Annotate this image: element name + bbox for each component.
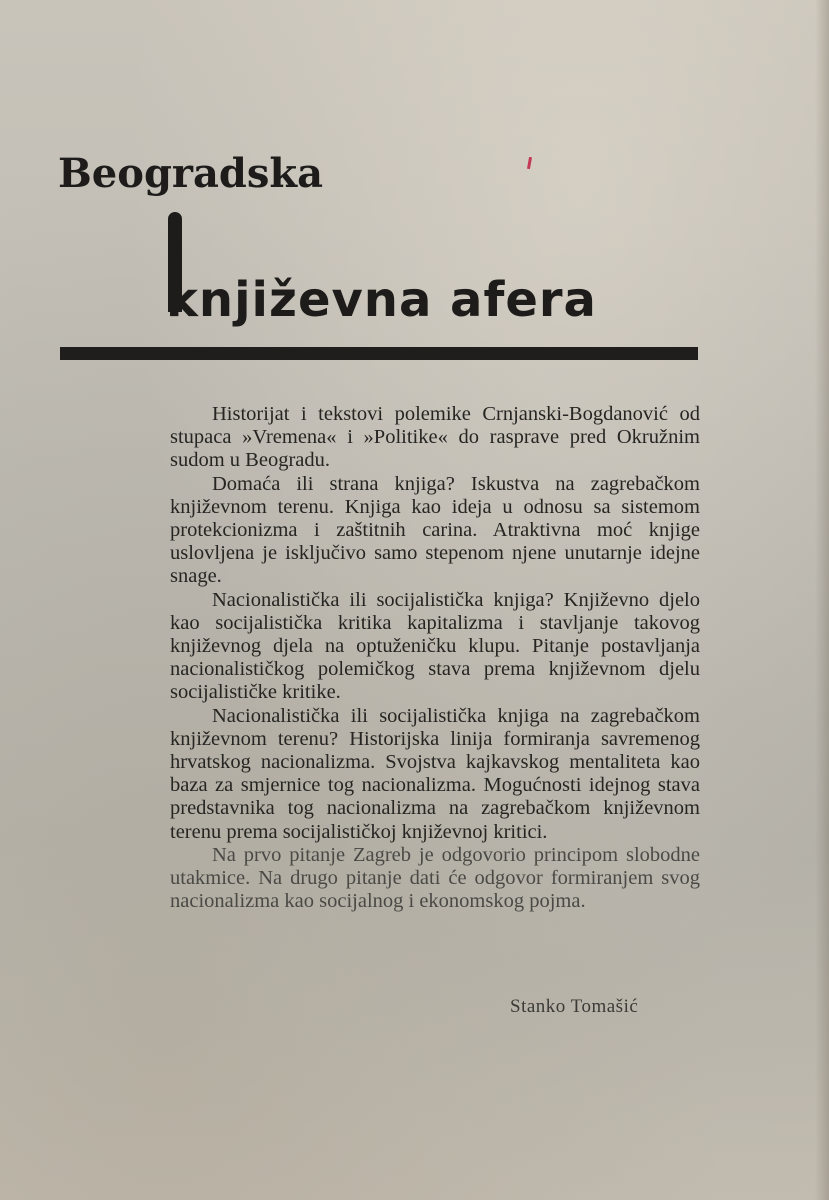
ink-mark [527, 157, 532, 169]
paragraph-2: Domaća ili strana knjiga? Iskustva na zagrebačkom književnom terenu. Knjiga kao ideja u odnosu sa sistemom protekcionizma i zaštitnih carina. Atraktivna moć knjige uslovljena je isključivo samo stepenom njene unutarnje idejne snage. [170, 472, 700, 588]
paragraph-3: Nacionalistička ili socijalistička knjiga? Književno djelo kao socijalistička kritika kapitalizma i stavljanje takovog književnog djela na optuženičku klupu. Pitanje postavljanja nacionalističkog polemičkog stava prema književnom djelu socijalističke kritike. [170, 588, 700, 704]
paragraph-5: Na prvo pitanje Zagreb je odgovorio principom slobodne utakmice. Na drugo pitanje dati će odgovor formiranjem svog nacionalizma kao socijalnog i ekonomskog pojma. [170, 843, 700, 913]
page-edge-shadow [815, 0, 829, 1200]
author-signature: Stanko Tomašić [510, 996, 639, 1017]
title-line-2: književna afera [166, 272, 597, 328]
title-rule [60, 347, 698, 360]
cover-text [170, 403, 700, 913]
title-line-1: Beogradska [58, 150, 324, 197]
paragraph-4: Nacionalistička ili socijalistička knjiga na zagrebačkom književnom terenu? Historijska linija formiranja savremenog hrvatskog nacionalizma. Svojstva kajkavskog mentaliteta kao baza za smjernice tog nacionalizma. Mogućnosti idejnog stava predstavnika tog nacionalizma na zagrebačkom književnom terenu prema socijalističkoj književnoj kritici. [170, 704, 700, 843]
paragraph-1: Historijat i tekstovi polemike Crnjanski-Bogdanović od stupaca »Vremena« i »Politike« do rasprave pred Okružnim sudom u Beogradu. [170, 403, 700, 472]
